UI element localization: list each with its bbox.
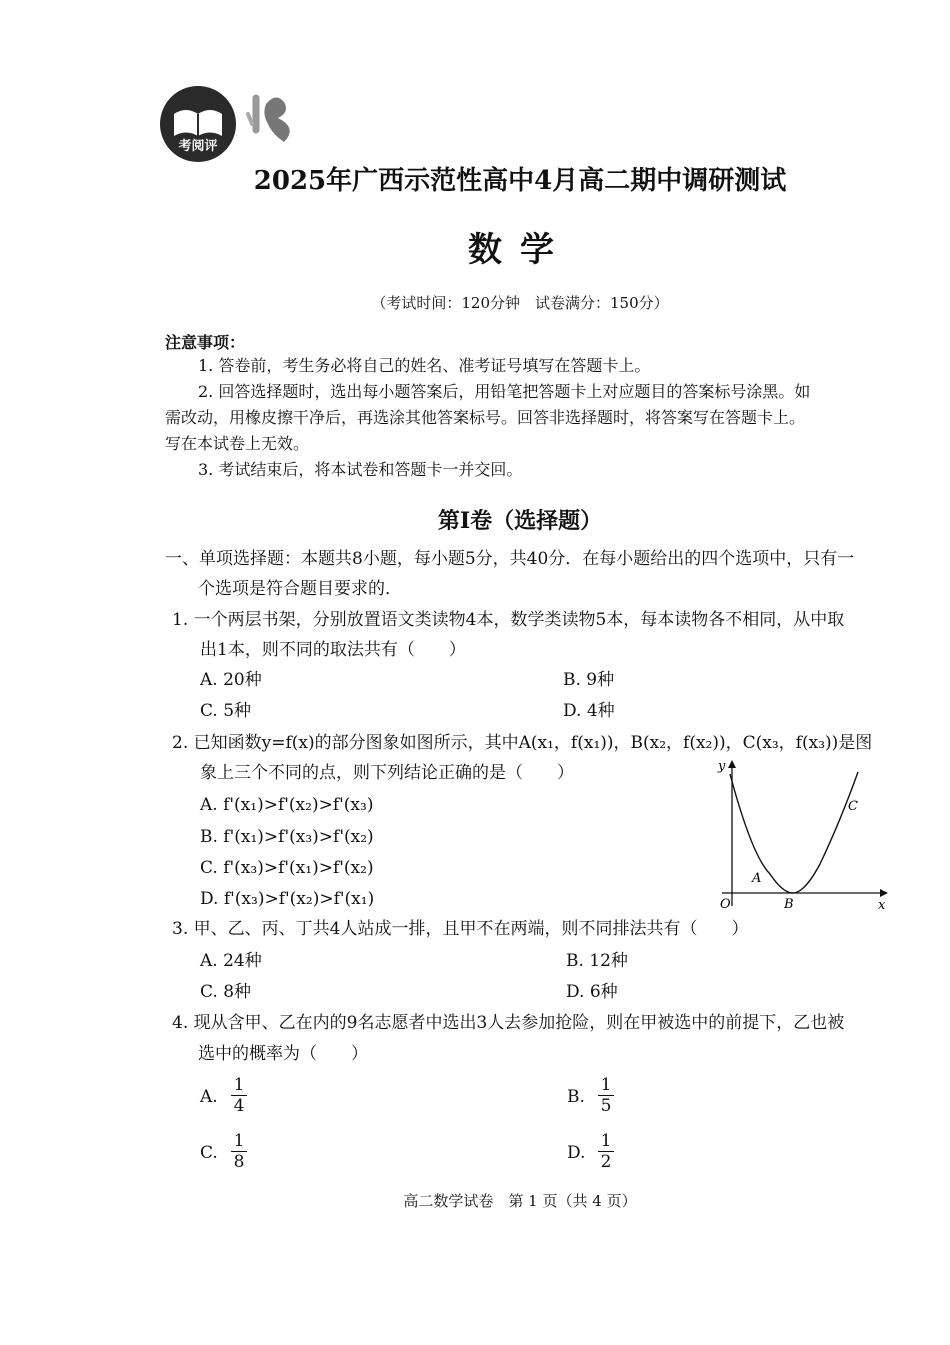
numerator: 1 [600,1075,612,1095]
note-item: 需改动，用橡皮擦干净后，再选涂其他答案标号。回答非选择题时，将答案写在答题卡上。 [165,408,806,427]
question-1-option-a: A. 20种 [200,670,262,690]
note-item: 写在本试卷上无效。 [165,434,310,453]
function-curve [730,772,858,893]
numerator: 1 [233,1131,245,1151]
notes-heading: 注意事项： [165,333,246,352]
numerator: 1 [600,1131,612,1151]
point-a-label: A [752,871,762,886]
denominator: 2 [600,1152,612,1172]
denominator: 8 [233,1152,245,1172]
question-1-option-c: C. 5种 [200,701,252,721]
note-item: 3. 考试结束后，将本试卷和答题卡一并交回。 [198,460,523,479]
question-1-stem: 出1本，则不同的取法共有（ ） [200,640,466,660]
question-3-option-d: D. 6种 [566,982,618,1002]
question-4-stem: 选中的概率为（ ） [198,1044,368,1064]
exam-logo [158,84,318,164]
subject-title: 数学 [468,230,572,270]
exam-info: （考试时间：120分钟 试卷满分：150分） [371,294,669,312]
function-graph [712,756,892,916]
question-4-option-b-label: B. [567,1087,585,1107]
numerator: 1 [233,1075,245,1095]
question-2-stem: 2. 已知函数y=f(x)的部分图象如图所示，其中A(x₁，f(x₁))，B(x₂，f(x₂))，C(x₃，f(x₃))是图 [172,733,873,753]
question-3-stem: 3. 甲、乙、丙、丁共4人站成一排，且甲不在两端，则不同排法共有（ ） [172,919,749,939]
section-instruction: 一、单项选择题：本题共8小题，每小题5分，共40分．在每小题给出的四个选项中，只有一 [165,549,855,569]
section-title: 第Ⅰ卷（选择题） [437,508,603,534]
question-4-stem: 4. 现从含甲、乙在内的9名志愿者中选出3人去参加抢险，则在甲被选中的前提下，乙也被 [172,1013,845,1033]
question-2-option-c: C. f'(x₃)>f'(x₁)>f'(x₂) [200,858,374,878]
x-axis-arrow [880,889,888,897]
question-3-option-b: B. 12种 [566,951,628,971]
origin-label: O [720,897,731,912]
section-instruction: 个选项是符合题目要求的． [198,579,402,599]
y-axis-label: y [718,759,726,774]
question-2-stem: 象上三个不同的点，则下列结论正确的是（ ） [200,763,574,783]
x-axis-label: x [878,898,886,913]
denominator: 4 [233,1096,245,1116]
y-axis-arrow [728,760,736,768]
page-footer: 高二数学试卷 第 1 页（共 4 页） [403,1192,637,1210]
exam-title: 2025年广西示范性高中4月高二期中调研测试 [253,166,787,196]
note-item: 2. 回答选择题时，选出每小题答案后，用铅笔把答题卡上对应题目的答案标号涂黑。如 [198,382,811,401]
question-1-option-d: D. 4种 [563,701,615,721]
question-4-option-c-fraction [231,1132,247,1171]
question-4-option-a-label: A. [200,1087,218,1107]
point-c-label: C [848,799,858,814]
question-1-stem: 1. 一个两层书架，分别放置语文类读物4本，数学类读物5本，每本读物各不相同，从中取 [172,610,845,630]
question-2-option-d: D. f'(x₃)>f'(x₂)>f'(x₁) [200,889,375,909]
point-b-label: B [784,897,794,912]
question-4-option-c-label: C. [200,1143,218,1163]
denominator: 5 [600,1096,612,1116]
question-3-option-a: A. 24种 [200,951,262,971]
question-3-option-c: C. 8种 [200,982,252,1002]
question-2-option-b: B. f'(x₁)>f'(x₃)>f'(x₂) [200,827,374,847]
note-item: 1. 答卷前，考生务必将自己的姓名、准考证号填写在答题卡上。 [198,356,651,375]
logo-text: 考阅评 [178,139,218,154]
question-2-option-a: A. f'(x₁)>f'(x₂)>f'(x₃) [200,795,374,815]
question-4-option-b-fraction [598,1076,614,1115]
question-4-option-d-fraction [598,1132,614,1171]
question-4-option-d-label: D. [567,1143,586,1163]
question-4-option-a-fraction [231,1076,247,1115]
question-1-option-b: B. 9种 [563,670,615,690]
